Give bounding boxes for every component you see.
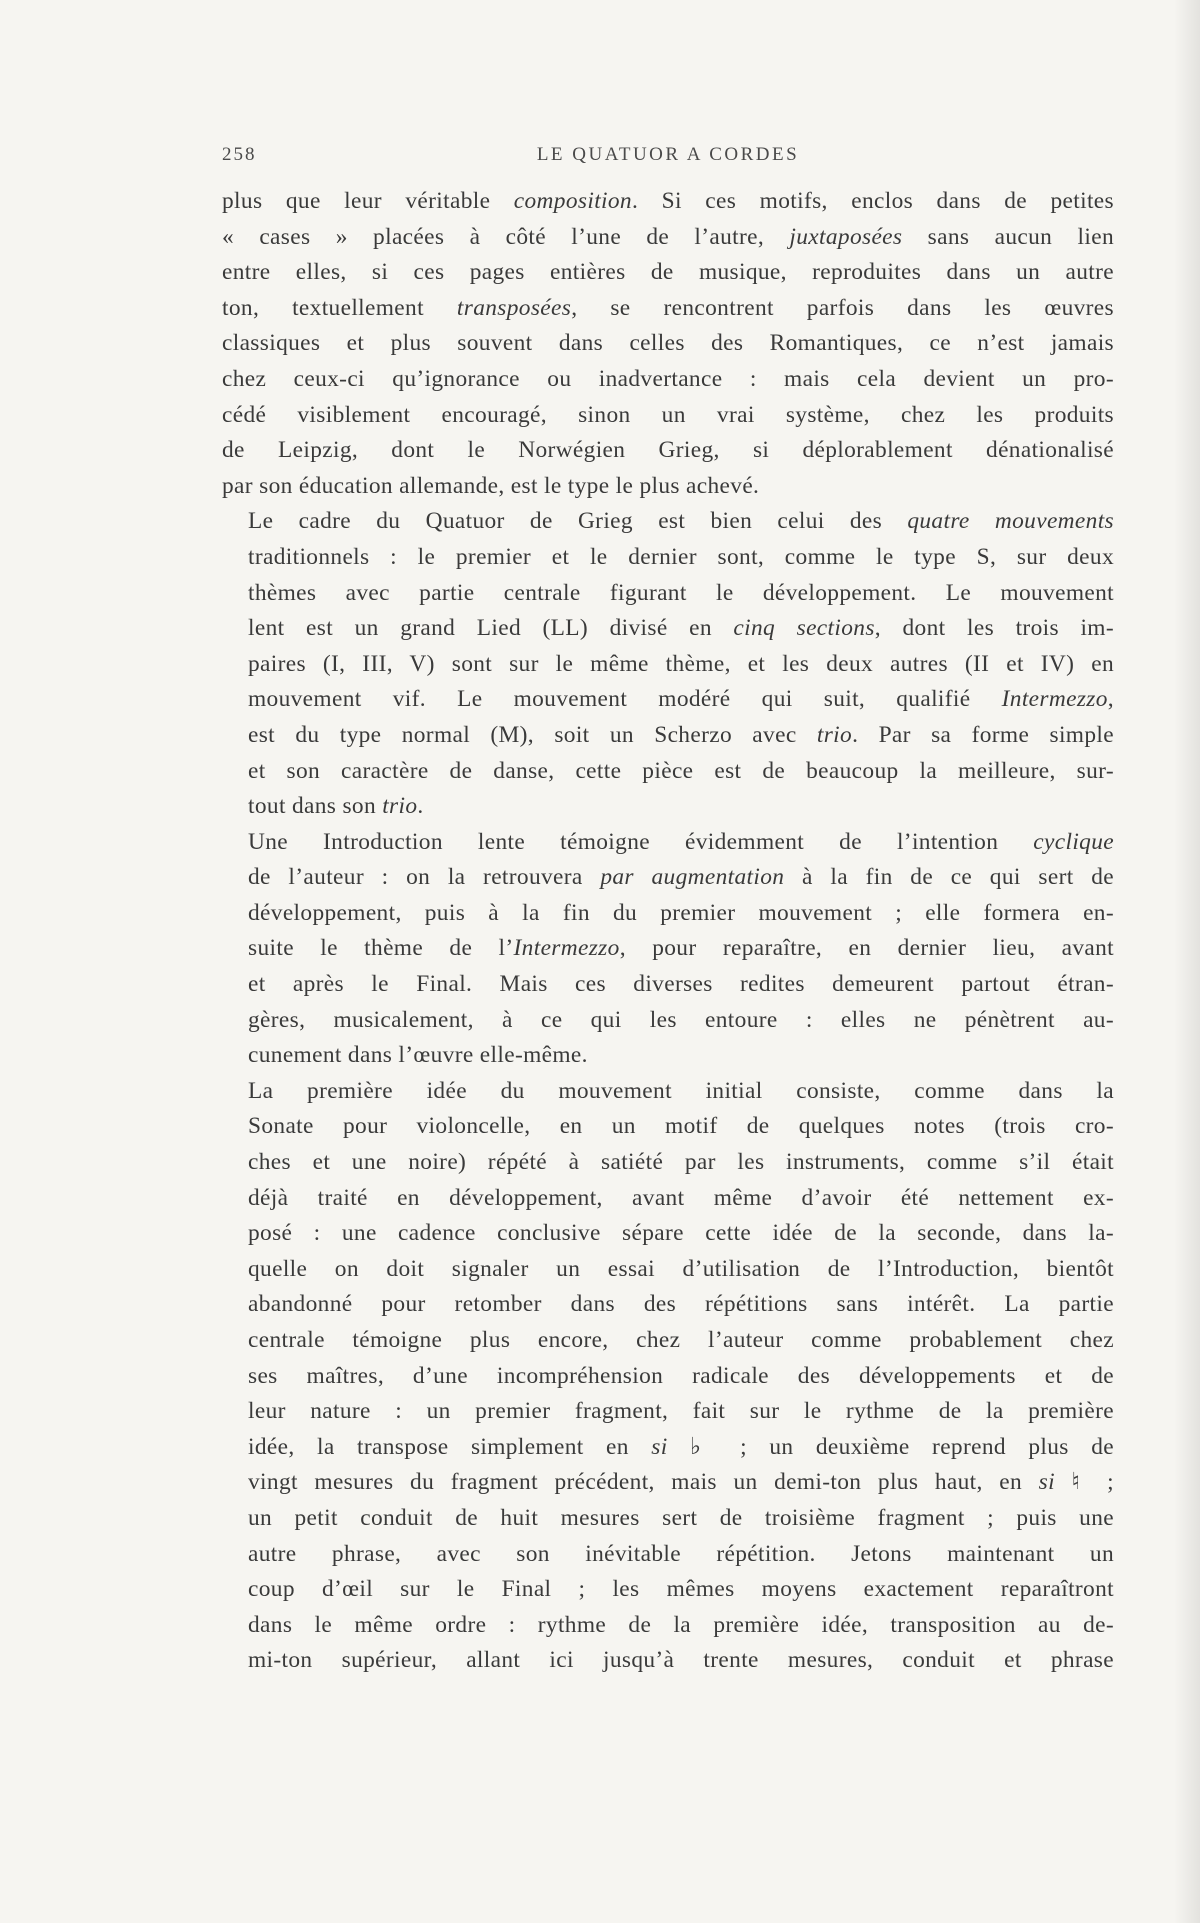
italic-text: cinq sections (733, 615, 875, 642)
text-run: et après le Final. Mais ces diverses redites demeurent partout étran- (248, 971, 1114, 998)
text-run: traditionnels : le premier et le dernier sont, comme le type S, sur deux (248, 543, 1114, 570)
text-run: vingt mesures du fragment précédent, mais un demi-ton plus haut, en (248, 1469, 1039, 1496)
paragraph (222, 504, 1114, 824)
paragraph (222, 1074, 1114, 1679)
text-run: Le cadre du Quatuor de Grieg est bien celui des (248, 508, 908, 535)
text-line (222, 718, 1114, 754)
text-run: Une Introduction lente témoigne évidemment de l’intention (248, 828, 1034, 855)
italic-text: cyclique (1033, 828, 1114, 855)
text-run: ches et une noire) répété à satiété par les instruments, comme s’il était (248, 1149, 1114, 1176)
text-run: entre elles, si ces pages entières de musique, reproduites dans un autre (222, 259, 1114, 286)
text-run: thèmes avec partie centrale figurant le développement. Le mouvement (248, 579, 1114, 606)
text-line (222, 647, 1114, 683)
text-run: Sonate pour violoncelle, en un motif de quelques notes (trois cro- (248, 1113, 1114, 1140)
italic-text: si (651, 1433, 668, 1460)
text-line (222, 1501, 1114, 1537)
italic-text: Intermezzo (513, 935, 620, 962)
text-run: tout dans son (248, 793, 383, 820)
text-line (222, 1003, 1114, 1039)
text-line (222, 1252, 1114, 1288)
text-line (222, 433, 1114, 469)
page-header (222, 144, 1114, 168)
italic-text: composition (513, 188, 632, 214)
text-line (222, 469, 1114, 505)
text-run: un petit conduit de huit mesures sert de troisième fragment ; puis une (248, 1504, 1114, 1531)
page-edge-shadow (1174, 0, 1200, 1923)
text-run: suite le thème de l’ (248, 935, 514, 962)
body-text (222, 184, 1114, 1679)
text-run: cunement dans l’œuvre elle-même. (248, 1042, 588, 1069)
text-run: à la fin de ce qui sert de (784, 864, 1114, 891)
text-run: chez ceux-ci qu’ignorance ou inadvertance : mais cela devient un pro- (222, 365, 1114, 392)
italic-text: juxtaposées (789, 223, 903, 250)
text-run: , dont les trois im- (874, 615, 1114, 642)
text-run: quelle on doit signaler un essai d’utilisation de l’Introduction, bientôt (248, 1255, 1114, 1282)
text-line (222, 754, 1114, 790)
text-line (222, 1572, 1114, 1608)
text-line (222, 1537, 1114, 1573)
italic-text: Intermezzo (1001, 686, 1108, 713)
text-line (222, 1109, 1114, 1145)
text-run: de l’auteur : on la retrouvera (248, 864, 601, 891)
text-run: paires (I, III, V) sont sur le même thème, et les deux autres (II et IV) en (248, 650, 1114, 677)
text-line (222, 860, 1114, 896)
text-run: , se rencontrent parfois dans les œuvres (571, 294, 1114, 321)
text-line (222, 1430, 1114, 1466)
text-line (222, 184, 1114, 220)
text-run: ses maîtres, d’une incompréhension radicale des développements et de (248, 1362, 1114, 1389)
paragraph (222, 825, 1114, 1074)
text-line (222, 1145, 1114, 1181)
text-run: sans aucun lien (902, 223, 1114, 250)
text-run: cédé visiblement encouragé, sinon un vrai système, chez les produits (222, 401, 1114, 428)
text-line (222, 255, 1114, 291)
text-run: et son caractère de danse, cette pièce est de beaucoup la meilleure, sur- (248, 757, 1114, 784)
text-run: est du type normal (M), soit un Scherzo avec (248, 721, 817, 748)
page-number: 258 (222, 144, 257, 165)
text-line (222, 1394, 1114, 1430)
text-run: posé : une cadence conclusive sépare cette idée de la seconde, dans la- (248, 1220, 1114, 1247)
text-line (222, 1287, 1114, 1323)
text-line (222, 504, 1114, 540)
italic-text: transposées (456, 294, 572, 321)
text-run: La première idée du mouvement initial consiste, comme dans la (248, 1077, 1114, 1104)
text-run: coup d’œil sur le Final ; les mêmes moyens exactement reparaîtront (248, 1576, 1114, 1603)
text-line (222, 540, 1114, 576)
text-run: autre phrase, avec son inévitable répétition. Jetons maintenant un (248, 1540, 1114, 1567)
text-run: ♮ ; (1054, 1469, 1114, 1496)
text-run: . (417, 793, 424, 820)
text-run: dans le même ordre : rythme de la première idée, transposition au de- (248, 1611, 1114, 1638)
italic-text: si (1038, 1469, 1055, 1496)
text-run: développement, puis à la fin du premier mouvement ; elle formera en- (248, 899, 1114, 926)
running-title: LE QUATUOR A CORDES (536, 144, 800, 165)
text-run: mi-ton supérieur, allant ici jusqu’à trente mesures, conduit et phrase (248, 1647, 1114, 1674)
italic-text: quatre mouvements (907, 508, 1114, 535)
paragraph (222, 184, 1114, 504)
text-line (222, 1216, 1114, 1252)
text-line (222, 220, 1114, 256)
text-line (222, 398, 1114, 434)
text-line (222, 1465, 1114, 1501)
text-line (222, 1359, 1114, 1395)
text-line (222, 611, 1114, 647)
text-line (222, 825, 1114, 861)
text-run: abandonné pour retomber dans des répétitions sans intérêt. La partie (248, 1291, 1114, 1318)
text-line (222, 682, 1114, 718)
text-run: plus que leur véritable (222, 188, 514, 214)
text-run: , (1107, 686, 1114, 713)
text-line (222, 967, 1114, 1003)
text-run: idée, la transpose simplement en (248, 1433, 652, 1460)
italic-text: trio (382, 793, 418, 820)
text-run: par son éducation allemande, est le type le plus achevé. (222, 472, 760, 499)
text-line (222, 362, 1114, 398)
text-line (222, 789, 1114, 825)
text-line (222, 1608, 1114, 1644)
text-line (222, 291, 1114, 327)
text-run: , pour reparaître, en dernier lieu, avant (619, 935, 1114, 962)
text-run: classiques et plus souvent dans celles des Romantiques, ce n’est jamais (222, 330, 1114, 357)
text-line (222, 1643, 1114, 1679)
text-run: centrale témoigne plus encore, chez l’auteur comme probablement chez (248, 1327, 1114, 1353)
text-line (222, 326, 1114, 362)
text-line (222, 576, 1114, 612)
text-run: mouvement vif. Le mouvement modéré qui suit, qualifié (248, 686, 1002, 713)
text-run: déjà traité en développement, avant même d’avoir été nettement ex- (248, 1184, 1114, 1211)
text-run: . Si ces motifs, enclos dans de petites (631, 188, 1114, 214)
text-line (222, 1181, 1114, 1217)
text-run: « cases » placées à côté l’une de l’autre, (222, 223, 790, 250)
text-line (222, 1038, 1114, 1074)
text-run: gères, musicalement, à ce qui les entoure : elles ne pénètrent au- (248, 1006, 1114, 1033)
text-run: leur nature : un premier fragment, fait sur le rythme de la première (248, 1398, 1114, 1425)
text-line (222, 1074, 1114, 1110)
text-run: ♭ ; un deuxième reprend plus de (667, 1433, 1114, 1460)
italic-text: trio (816, 721, 853, 748)
italic-text: par augmentation (600, 864, 785, 891)
text-run: lent est un grand Lied (LL) divisé en (248, 615, 734, 642)
text-run: ton, textuellement (222, 294, 457, 321)
text-line (222, 1323, 1114, 1359)
text-run: . Par sa forme simple (852, 721, 1114, 748)
text-run: de Leipzig, dont le Norwégien Grieg, si déplorablement dénationalisé (222, 437, 1114, 464)
text-line (222, 896, 1114, 932)
text-line (222, 931, 1114, 967)
